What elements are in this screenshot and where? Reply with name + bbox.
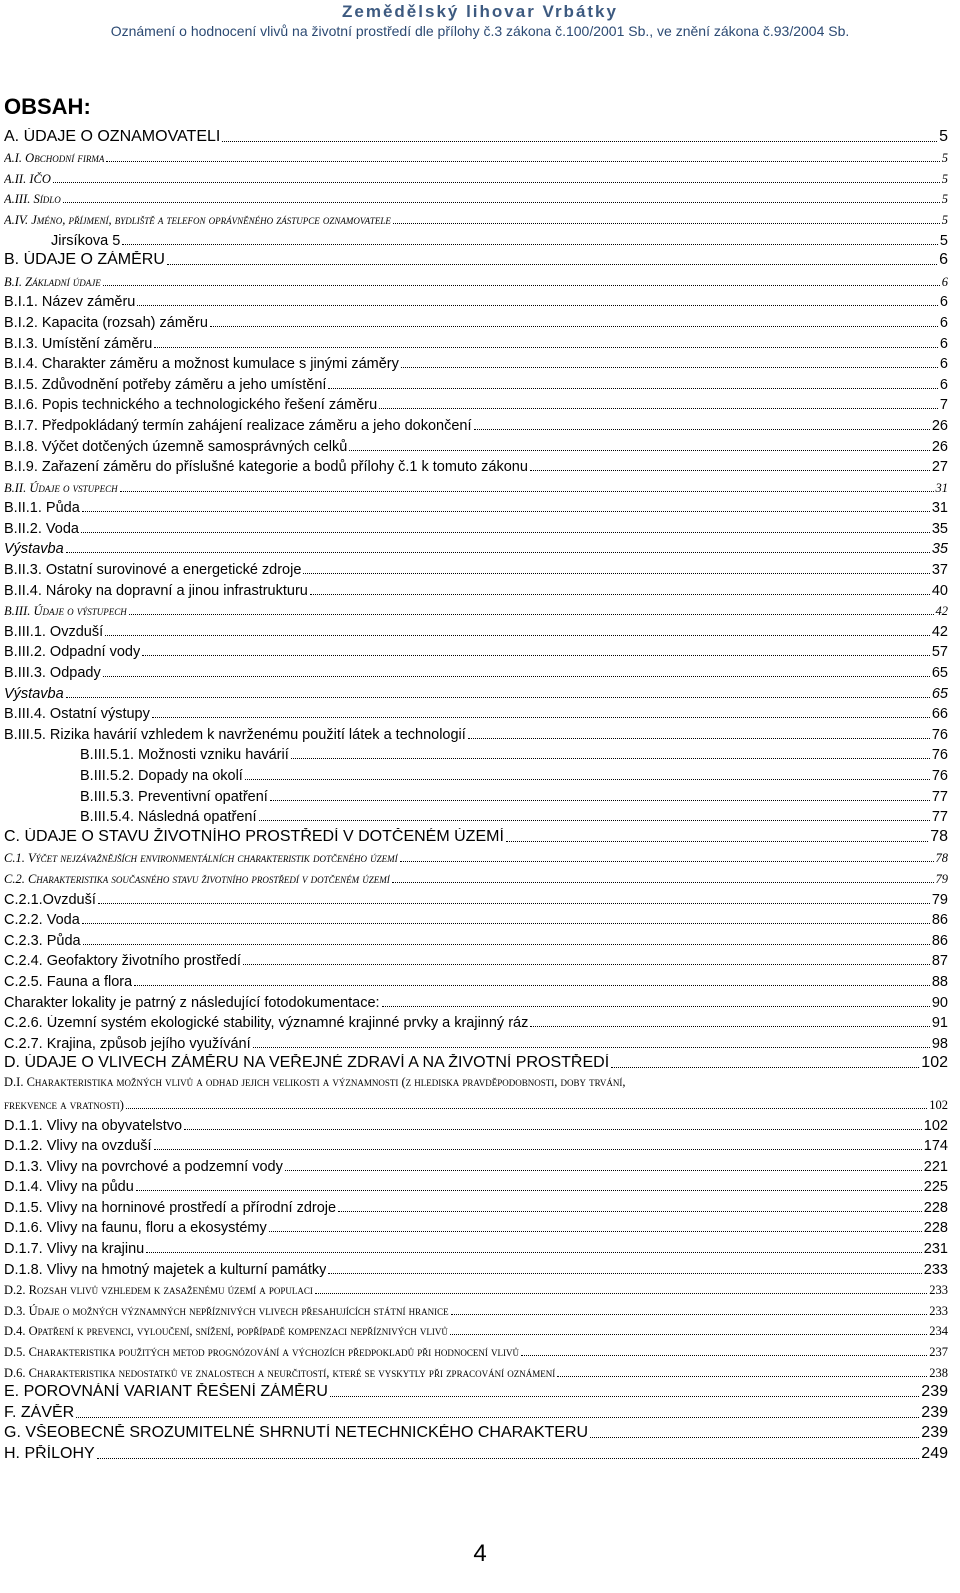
toc-entry-label: B.III.5.3. Preventivní opatření xyxy=(80,788,268,805)
toc-entry-continued[interactable]: D.I. Charakteristika možných vlivů a odhad jejich velikosti a významnosti (z hlediska pravděpodobnosti, doby trvání, xyxy=(4,1075,626,1090)
toc-entry-label: Výstavba xyxy=(4,685,64,702)
toc-entry-label: B.II.2. Voda xyxy=(4,520,79,537)
toc-leader-dots xyxy=(106,161,939,162)
toc-entry-page: 31 xyxy=(931,500,948,517)
document-header xyxy=(0,0,960,40)
toc-entry-label: C.2.7. Krajina, způsob jejího využívání xyxy=(4,1035,251,1052)
toc-entry[interactable] xyxy=(4,578,948,599)
toc-entry-page: 6 xyxy=(939,294,948,311)
toc-entry-page: 26 xyxy=(931,417,948,434)
toc-entry-label: B.I.8. Výčet dotčených územně samosprávných celků xyxy=(4,438,348,455)
toc-entry-page: 42 xyxy=(931,623,948,640)
toc-leader-dots xyxy=(401,367,938,368)
toc-entry[interactable] xyxy=(4,1278,948,1299)
toc-leader-dots xyxy=(530,1026,930,1027)
toc-entry-label: F. ZÁVĚR xyxy=(4,1403,75,1421)
toc-entry-page: 65 xyxy=(931,665,948,682)
toc-entry-page: 87 xyxy=(931,953,948,970)
toc-entry[interactable] xyxy=(4,537,948,558)
toc-entry-page: 238 xyxy=(929,1365,948,1380)
toc-entry-label: D.1.1. Vlivy na obyvatelstvo xyxy=(4,1117,183,1134)
toc-leader-dots xyxy=(506,841,928,842)
toc-entry[interactable] xyxy=(4,681,948,702)
toc-leader-dots xyxy=(245,779,930,780)
toc-leader-dots xyxy=(142,655,930,656)
toc-entry-label: C.1. Výčet nejzávažnějších environmentálních charakteristik dotčeného území xyxy=(4,851,398,866)
toc-entry-label: B.III. Údaje o výstupech xyxy=(4,604,127,619)
toc-entry-page: 233 xyxy=(929,1303,948,1318)
toc-entry-label: B.I.1. Název záměru xyxy=(4,294,136,311)
toc-entry[interactable] xyxy=(4,1052,948,1073)
toc-entry-label: C.2.3. Půda xyxy=(4,932,81,949)
toc-entry-page: 7 xyxy=(939,397,948,414)
toc-entry-page: 221 xyxy=(923,1158,948,1175)
toc-entry-page: 5 xyxy=(941,192,948,207)
toc-leader-dots xyxy=(103,676,930,677)
toc-entry[interactable] xyxy=(4,1154,948,1175)
toc-entry-page: 76 xyxy=(931,768,948,784)
toc-leader-dots xyxy=(400,861,934,862)
toc-entry-label: D.1.4. Vlivy na půdu xyxy=(4,1179,134,1196)
toc-entry-page: 88 xyxy=(931,973,948,990)
toc-entry-label: D.2. Rozsah vlivů vzhledem k zasaženému území a populaci xyxy=(4,1283,313,1298)
header-subtitle: Oznámení o hodnocení vlivů na životní prostředí dle přílohy č.3 zákona č.100/2001 Sb., ve znění zákona č.93/2004 Sb. xyxy=(110,23,850,39)
toc-leader-dots xyxy=(76,1417,919,1418)
toc-entry[interactable] xyxy=(4,702,948,723)
toc-entry-label: D.5. Charakteristika použitých metod prognózování a výchozích předpokladů při hodnocení vlivů xyxy=(4,1345,519,1360)
toc-entry[interactable] xyxy=(4,125,948,146)
toc-entry-label: D.1.2. Vlivy na ovzduší xyxy=(4,1138,152,1155)
toc-entry[interactable] xyxy=(4,455,948,476)
toc-leader-dots xyxy=(382,1006,930,1007)
toc-entry-page: 27 xyxy=(931,459,948,476)
toc-entry-page: 5 xyxy=(941,212,948,227)
toc-entry-label: B.II.1. Půda xyxy=(4,500,80,517)
toc-entry-label: D. ÚDAJE O VLIVECH ZÁMĚRU NA VEŘEJNÉ ZDRAVÍ A NA ŽIVOTNÍ PROSTŘEDÍ xyxy=(4,1054,610,1072)
toc-entry[interactable] xyxy=(4,619,948,640)
toc-entry[interactable] xyxy=(4,763,948,784)
toc-entry[interactable] xyxy=(4,722,948,743)
toc-entry-label: B.I.6. Popis technického a technologického řešení záměru xyxy=(4,397,378,414)
toc-leader-dots xyxy=(97,1458,920,1459)
toc-leader-dots xyxy=(66,552,930,553)
toc-entry-label: B.I.5. Zdůvodnění potřeby záměru a jeho umístění xyxy=(4,376,327,393)
toc-entry-page: 6 xyxy=(939,314,948,331)
toc-entry[interactable] xyxy=(4,1195,948,1216)
toc-leader-dots xyxy=(146,1252,922,1253)
toc-entry-label: B.III.5. Rizika havárií vzhledem k navrženému použití látek a technologií xyxy=(4,726,466,743)
toc-entry-page: 6 xyxy=(939,251,948,269)
toc-entry-page: 78 xyxy=(935,851,948,866)
toc-entry[interactable] xyxy=(4,516,948,537)
toc-entry[interactable] xyxy=(4,310,948,331)
toc-entry-label: D.1.3. Vlivy na povrchové a podzemní vody xyxy=(4,1158,283,1175)
toc-entry-label: B.I. Základní údaje xyxy=(4,274,101,289)
toc-entry-label: D.1.5. Vlivy na horninové prostředí a přírodní zdroje xyxy=(4,1199,337,1216)
toc-entry-label: frekvence a vratnosti) xyxy=(4,1097,124,1112)
toc-entry[interactable] xyxy=(4,393,948,414)
toc-entry[interactable] xyxy=(4,990,948,1011)
toc-entry-label: C.2. Charakteristika současného stavu životního prostředí v dotčeném území xyxy=(4,871,390,886)
toc-leader-dots xyxy=(315,1293,927,1294)
toc-entry-page: 86 xyxy=(931,932,948,949)
toc-leader-dots xyxy=(349,450,930,451)
toc-entry-label: E. POROVNÁNÍ VARIANT ŘEŠENÍ ZÁMĚRU xyxy=(4,1383,328,1401)
toc-entry-label: A.II. IČO xyxy=(4,171,51,186)
toc-entry-page: 102 xyxy=(929,1097,948,1112)
toc-entry-label: D.1.6. Vlivy na faunu, floru a ekosystémy xyxy=(4,1220,267,1237)
toc-leader-dots xyxy=(393,223,940,224)
toc-entry-label: B.III.5.1. Možnosti vzniku havárií xyxy=(80,747,289,764)
toc-leader-dots xyxy=(63,202,940,203)
toc-entry-page: 6 xyxy=(939,376,948,393)
toc-entry[interactable] xyxy=(4,475,948,496)
toc-entry[interactable] xyxy=(4,1381,948,1402)
toc-leader-dots xyxy=(210,326,938,327)
toc-entry-page: 6 xyxy=(939,356,948,373)
toc-entry-page: 77 xyxy=(931,788,948,805)
toc-entry-label: C.2.6. Územní systém ekologické stability, významné krajinné prvky a krajinný ráz xyxy=(4,1015,529,1032)
toc-entry-page: 228 xyxy=(923,1199,948,1216)
toc-entry[interactable] xyxy=(4,1360,948,1381)
toc-leader-dots xyxy=(269,1231,922,1232)
toc-entry-label: B.III.3. Odpady xyxy=(4,665,101,682)
toc-entry-page: 78 xyxy=(930,827,948,845)
toc-entry-page: 86 xyxy=(931,912,948,929)
toc-entry-label: B.I.7. Předpokládaný termín zahájení realizace záměru a jeho dokončení xyxy=(4,417,472,434)
toc-leader-dots xyxy=(66,697,930,698)
toc-entry-page: 234 xyxy=(929,1324,948,1339)
toc-entry-label: Charakter lokality je patrný z následující fotodokumentace: xyxy=(4,994,380,1011)
toc-entry[interactable] xyxy=(4,496,948,517)
toc-entry-label: B.III.4. Ostatní výstupy xyxy=(4,706,150,723)
toc-entry-page: 77 xyxy=(931,809,948,826)
toc-leader-dots xyxy=(134,985,930,986)
toc-entry[interactable] xyxy=(4,1175,948,1196)
toc-entry[interactable] xyxy=(4,290,948,311)
toc-entry[interactable] xyxy=(4,908,948,929)
toc-entry-label: D.3. Údaje o možných významných nepříznivých vlivech přesahujících státní hranice xyxy=(4,1303,449,1318)
toc-entry-page: 35 xyxy=(931,520,948,537)
toc-entry[interactable] xyxy=(4,784,948,805)
toc-entry-page: 239 xyxy=(921,1383,948,1401)
toc-leader-dots xyxy=(120,491,934,492)
toc-entry[interactable] xyxy=(4,1011,948,1032)
toc-entry-label: B.II.4. Nároky na dopravní a jinou infrastrukturu xyxy=(4,582,308,599)
toc-leader-dots xyxy=(328,1273,921,1274)
toc-entry-label: A. ÚDAJE O OZNAMOVATELI xyxy=(4,127,221,145)
toc-entry[interactable] xyxy=(4,434,948,455)
toc-entry[interactable] xyxy=(4,331,948,352)
toc-leader-dots xyxy=(392,882,934,883)
toc-leader-dots xyxy=(379,408,938,409)
toc-entry[interactable] xyxy=(4,949,948,970)
toc-entry-page: 5 xyxy=(941,171,948,186)
toc-leader-dots xyxy=(253,1047,930,1048)
toc-entry[interactable] xyxy=(4,207,948,228)
toc-entry-page: 79 xyxy=(935,871,948,886)
toc-entry[interactable] xyxy=(4,1216,948,1237)
toc-entry[interactable] xyxy=(4,866,948,887)
toc-leader-dots xyxy=(129,614,934,615)
toc-entry[interactable] xyxy=(4,413,948,434)
toc-entry-page: 57 xyxy=(931,644,948,661)
toc-leader-dots xyxy=(338,1211,922,1212)
toc-leader-dots xyxy=(590,1437,919,1438)
toc-entry-label: B.II.3. Ostatní surovinové a energetické zdroje xyxy=(4,562,302,579)
toc-entry-page: 174 xyxy=(923,1138,948,1155)
toc-entry-page: 5 xyxy=(939,232,948,249)
toc-entry[interactable] xyxy=(4,1236,948,1257)
toc-leader-dots xyxy=(451,1314,928,1315)
toc-entry[interactable] xyxy=(4,269,948,290)
toc-entry-label: B.I.3. Umístění záměru xyxy=(4,335,153,352)
toc-leader-dots xyxy=(136,1190,922,1191)
toc-entry-page: 237 xyxy=(929,1345,948,1360)
toc-entry-page: 228 xyxy=(923,1220,948,1237)
toc-entry-label: B.I.2. Kapacita (rozsah) záměru xyxy=(4,314,208,331)
toc-entry[interactable] xyxy=(4,249,948,270)
toc-entry-page: 239 xyxy=(921,1403,948,1421)
toc-leader-dots xyxy=(222,141,937,142)
toc-entry-label: B.III.5.4. Následná opatření xyxy=(80,809,257,826)
toc-entry-label: C. ÚDAJE O STAVU ŽIVOTNÍHO PROSTŘEDÍ V DOTČENÉM ÚZEMÍ xyxy=(4,827,504,845)
toc-leader-dots xyxy=(103,285,940,286)
toc-entry-label: D.4. Opatření k prevenci, vyloučení, snížení, popřípadě kompenzaci nepříznivých vlivů xyxy=(4,1324,448,1339)
toc-leader-dots xyxy=(154,347,938,348)
toc-entry-label: C.2.4. Geofaktory životního prostředí xyxy=(4,953,241,970)
toc-entry-page: 6 xyxy=(941,274,948,289)
toc-leader-dots xyxy=(310,594,930,595)
toc-entry-label: C.2.1.Ovzduší xyxy=(4,891,96,908)
toc-entry[interactable] xyxy=(4,640,948,661)
toc-entry[interactable] xyxy=(4,352,948,373)
toc-leader-dots xyxy=(328,388,938,389)
toc-entry[interactable] xyxy=(4,228,948,249)
toc-entry-page: 102 xyxy=(921,1054,948,1072)
table-of-contents xyxy=(4,125,948,1463)
toc-entry-page: 76 xyxy=(931,747,948,764)
toc-entry[interactable] xyxy=(4,887,948,908)
toc-entry-page: 26 xyxy=(931,438,948,455)
toc-leader-dots xyxy=(530,470,930,471)
toc-entry[interactable] xyxy=(4,1113,948,1134)
toc-leader-dots xyxy=(81,532,930,533)
toc-entry[interactable] xyxy=(4,969,948,990)
toc-entry-label: Výstavba xyxy=(4,541,64,558)
toc-leader-dots xyxy=(167,264,937,265)
toc-entry[interactable] xyxy=(4,187,948,208)
toc-entry-page: 66 xyxy=(931,706,948,723)
toc-entry-label: C.2.2. Voda xyxy=(4,912,80,929)
toc-leader-dots xyxy=(468,738,930,739)
toc-entry-label: B.II. Údaje o vstupech xyxy=(4,480,118,495)
toc-leader-dots xyxy=(291,758,930,759)
toc-leader-dots xyxy=(557,1376,927,1377)
toc-entry-page: 90 xyxy=(931,994,948,1011)
toc-leader-dots xyxy=(270,800,930,801)
toc-entry[interactable] xyxy=(4,660,948,681)
toc-entry-page: 98 xyxy=(931,1035,948,1052)
toc-entry-label: A.I. Obchodní firma xyxy=(4,151,105,166)
toc-entry[interactable] xyxy=(4,846,948,867)
toc-entry-label: B.III.2. Odpadní vody xyxy=(4,644,141,661)
toc-leader-dots xyxy=(152,717,930,718)
toc-leader-dots xyxy=(82,511,930,512)
toc-entry[interactable] xyxy=(4,805,948,826)
toc-entry-page: 102 xyxy=(923,1117,948,1134)
toc-entry-page: 76 xyxy=(931,726,948,743)
toc-entry-page: 31 xyxy=(935,480,948,495)
page-number: 4 xyxy=(473,1540,487,1567)
toc-leader-dots xyxy=(83,944,930,945)
toc-entry[interactable] xyxy=(4,1339,948,1360)
toc-entry-label: C.2.5. Fauna a flora xyxy=(4,973,133,990)
toc-entry[interactable] xyxy=(4,1442,948,1463)
toc-entry-label: D.6. Charakteristika nedostatků ve znalostech a neurčitostí, které se vyskytly při zpracování oznámení xyxy=(4,1365,556,1380)
toc-entry-page: 40 xyxy=(931,582,948,599)
toc-entry-label: G. VŠEOBECNĚ SROZUMITELNÉ SHRNUTÍ NETECHNICKÉHO CHARAKTERU xyxy=(4,1424,589,1442)
toc-entry[interactable] xyxy=(4,1257,948,1278)
toc-leader-dots xyxy=(53,182,940,183)
toc-entry-page: 249 xyxy=(921,1445,948,1462)
toc-entry[interactable] xyxy=(4,1401,948,1422)
toc-entry-label: Jirsíkova 5 xyxy=(51,232,121,249)
toc-leader-dots xyxy=(474,429,930,430)
toc-leader-dots xyxy=(243,964,930,965)
toc-entry[interactable] xyxy=(4,146,948,167)
toc-entry-page: 37 xyxy=(931,562,948,579)
toc-leader-dots xyxy=(521,1355,927,1356)
toc-entry[interactable] xyxy=(4,743,948,764)
toc-entry-page: 231 xyxy=(923,1241,948,1258)
toc-entry[interactable] xyxy=(4,1422,948,1443)
toc-entry-page: 233 xyxy=(929,1283,948,1298)
toc-entry-page: 42 xyxy=(935,604,948,619)
toc-entry-label: H. PŘÍLOHY xyxy=(4,1445,95,1462)
toc-leader-dots xyxy=(184,1129,922,1130)
toc-entry-label: A.IV. Jméno, příjmení, bydliště a telefon oprávněného zástupce oznamovatele xyxy=(4,212,391,227)
toc-entry-label: A.III. Sídlo xyxy=(4,192,61,207)
header-title: Zemědělský lihovar Vrbátky xyxy=(342,2,618,21)
toc-leader-dots xyxy=(154,1149,922,1150)
toc-entry[interactable] xyxy=(4,1134,948,1155)
toc-entry-label: B.I.9. Zařazení záměru do příslušné kategorie a bodů přílohy č.1 k tomuto zákonu xyxy=(4,459,528,476)
toc-entry-label: B.III.5.2. Dopady na okolí xyxy=(80,768,243,784)
toc-leader-dots xyxy=(285,1170,922,1171)
toc-leader-dots xyxy=(259,820,930,821)
toc-leader-dots xyxy=(611,1067,919,1068)
toc-entry[interactable] xyxy=(4,825,948,846)
toc-entry-page: 233 xyxy=(923,1261,948,1278)
toc-entry-page: 5 xyxy=(939,127,948,145)
toc-entry[interactable] xyxy=(4,166,948,187)
toc-entry-label: D.1.7. Vlivy na krajinu xyxy=(4,1241,145,1258)
toc-leader-dots xyxy=(330,1396,919,1397)
toc-entry[interactable] xyxy=(4,928,948,949)
toc-leader-dots xyxy=(105,635,930,636)
toc-entry-page: 91 xyxy=(931,1015,948,1032)
toc-leader-dots xyxy=(122,244,938,245)
toc-entry-page: 225 xyxy=(923,1179,948,1196)
toc-heading: OBSAH: xyxy=(4,94,91,119)
toc-leader-dots xyxy=(82,923,930,924)
toc-entry-label: B.I.4. Charakter záměru a možnost kumulace s jinými záměry xyxy=(4,356,399,373)
toc-entry[interactable] xyxy=(4,1092,948,1113)
toc-leader-dots xyxy=(303,573,929,574)
toc-entry[interactable] xyxy=(4,372,948,393)
toc-leader-dots xyxy=(137,305,938,306)
toc-entry[interactable] xyxy=(4,1031,948,1052)
toc-entry-page: 79 xyxy=(931,891,948,908)
toc-entry-page: 239 xyxy=(921,1424,948,1442)
toc-entry-page: 5 xyxy=(941,151,948,166)
toc-entry-page: 6 xyxy=(939,335,948,352)
toc-entry-page: 35 xyxy=(931,541,948,558)
toc-entry-label: B. ÚDAJE O ZÁMĚRU xyxy=(4,251,165,269)
toc-entry[interactable] xyxy=(4,1298,948,1319)
toc-entry-label: B.III.1. Ovzduší xyxy=(4,623,104,640)
toc-entry-label: D.1.8. Vlivy na hmotný majetek a kulturní památky xyxy=(4,1261,327,1278)
toc-entry[interactable] xyxy=(4,599,948,620)
toc-leader-dots xyxy=(98,903,930,904)
toc-leader-dots xyxy=(450,1334,927,1335)
toc-entry[interactable] xyxy=(4,1319,948,1340)
toc-entry[interactable] xyxy=(4,557,948,578)
toc-entry-page: 65 xyxy=(931,685,948,702)
toc-leader-dots xyxy=(126,1108,927,1109)
